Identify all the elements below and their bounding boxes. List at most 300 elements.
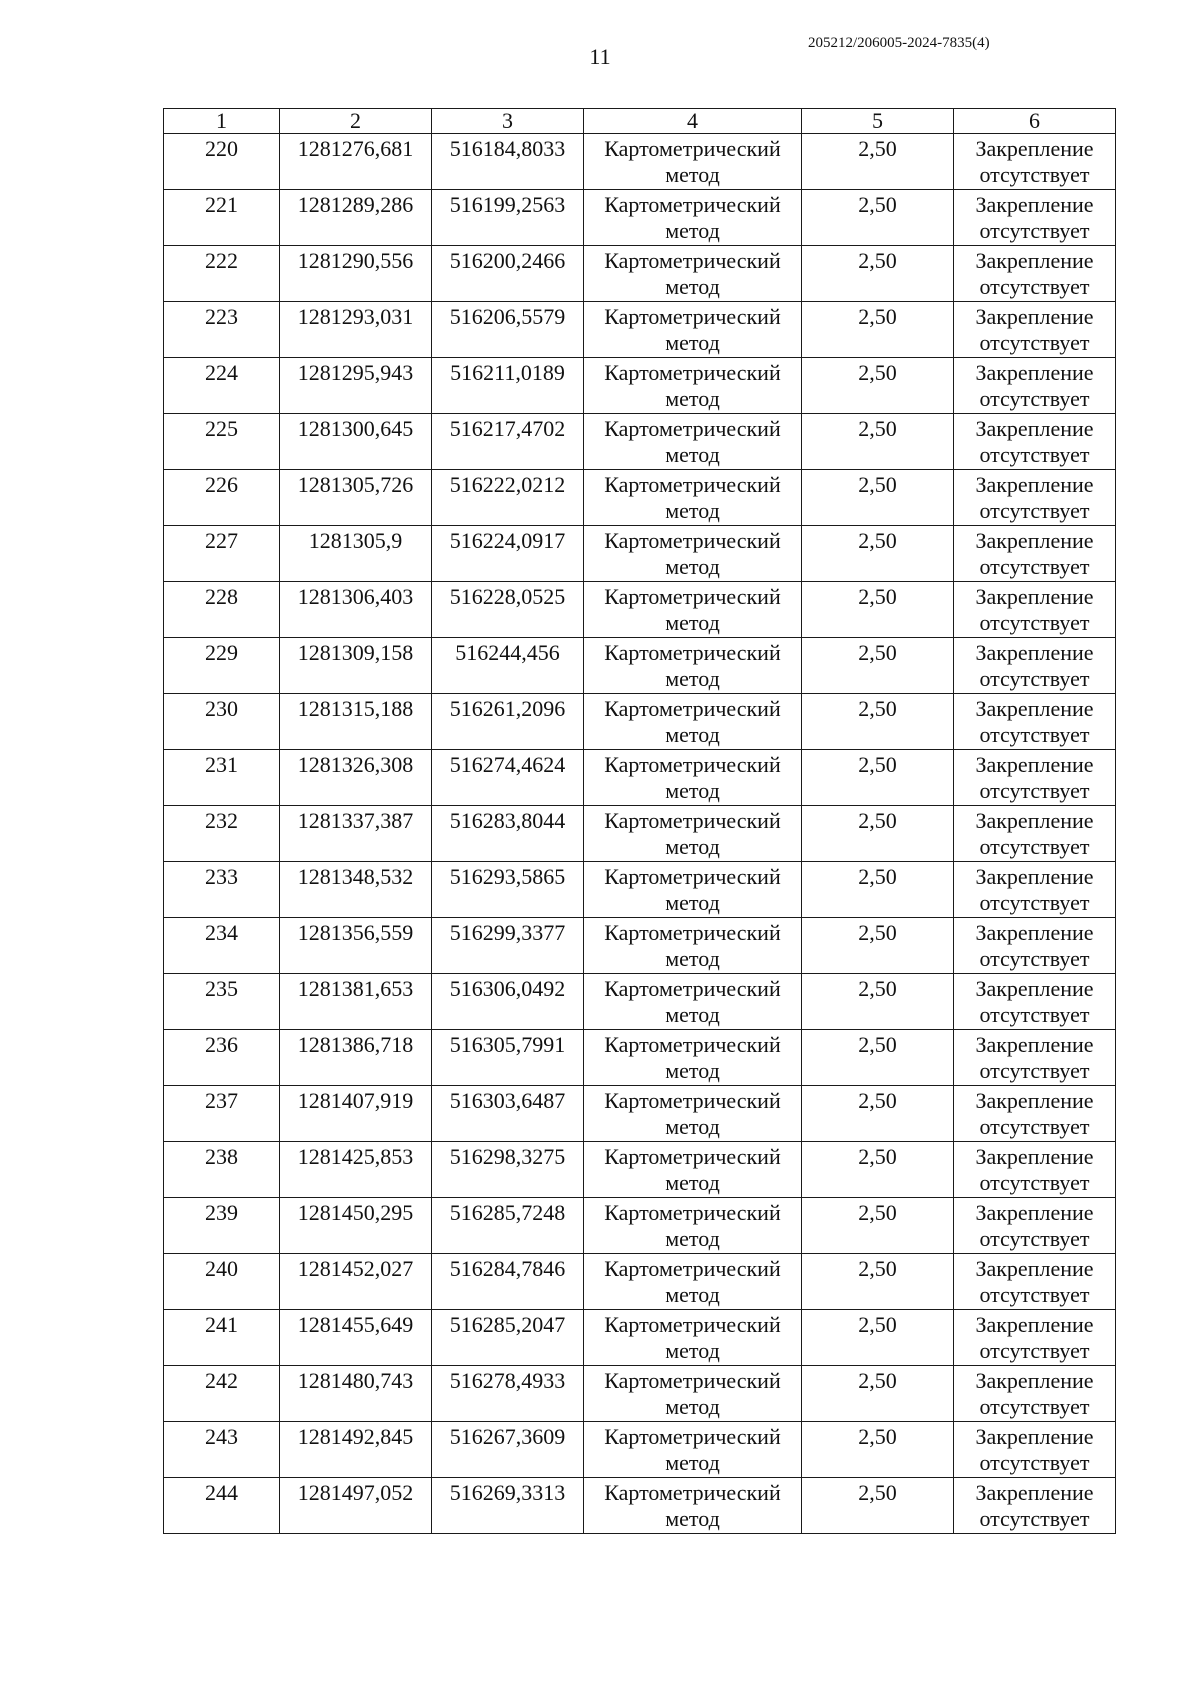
table-row <box>164 358 1116 414</box>
x-coordinate-cell <box>280 974 432 1030</box>
x-coordinate-cell-text: 1281348,532 <box>297 864 414 889</box>
method-cell-text: Картометрический метод <box>604 1480 781 1531</box>
table-row <box>164 918 1116 974</box>
fixing-cell <box>954 582 1116 638</box>
method-cell <box>584 1366 802 1422</box>
x-coordinate-cell <box>280 1422 432 1478</box>
x-coordinate-cell-text: 1281306,403 <box>297 584 414 609</box>
method-cell <box>584 1086 802 1142</box>
y-coordinate-cell <box>432 918 584 974</box>
y-coordinate-cell-text: 516217,4702 <box>449 416 566 441</box>
point-number-cell <box>164 974 280 1030</box>
y-coordinate-cell <box>432 582 584 638</box>
fixing-cell-text: Закрепление отсутствует <box>975 192 1094 243</box>
method-cell-text: Картометрический метод <box>604 1088 781 1139</box>
table-row <box>164 806 1116 862</box>
accuracy-cell <box>802 1142 954 1198</box>
accuracy-cell <box>802 1198 954 1254</box>
fixing-cell <box>954 694 1116 750</box>
fixing-cell <box>954 1422 1116 1478</box>
y-coordinate-cell-text: 516278,4933 <box>449 1368 566 1393</box>
method-cell-text: Картометрический метод <box>604 1368 781 1419</box>
table-row <box>164 1254 1116 1310</box>
fixing-cell <box>954 1030 1116 1086</box>
accuracy-cell <box>802 974 954 1030</box>
x-coordinate-cell-text: 1281381,653 <box>297 976 414 1001</box>
page-number: 11 <box>589 44 611 69</box>
y-coordinate-cell-text: 516222,0212 <box>449 472 566 497</box>
x-coordinate-cell <box>280 1310 432 1366</box>
method-cell-text: Картометрический метод <box>604 1312 781 1363</box>
fixing-cell <box>954 1086 1116 1142</box>
fixing-cell <box>954 302 1116 358</box>
y-coordinate-cell <box>432 1086 584 1142</box>
table-row <box>164 1478 1116 1534</box>
x-coordinate-cell <box>280 414 432 470</box>
y-coordinate-cell <box>432 1030 584 1086</box>
method-cell-text: Картометрический метод <box>604 1032 781 1083</box>
fixing-cell <box>954 1366 1116 1422</box>
point-number-cell <box>164 1422 280 1478</box>
x-coordinate-cell-text: 1281480,743 <box>297 1368 414 1393</box>
accuracy-cell-text: 2,50 <box>858 752 897 777</box>
fixing-cell-text: Закрепление отсутствует <box>975 528 1094 579</box>
fixing-cell <box>954 134 1116 190</box>
method-cell <box>584 414 802 470</box>
fixing-cell <box>954 470 1116 526</box>
method-cell-text: Картометрический метод <box>604 1256 781 1307</box>
x-coordinate-cell <box>280 470 432 526</box>
table-row <box>164 1086 1116 1142</box>
accuracy-cell-text: 2,50 <box>858 1200 897 1225</box>
accuracy-cell-text: 2,50 <box>858 696 897 721</box>
method-cell <box>584 358 802 414</box>
x-coordinate-cell-text: 1281289,286 <box>297 192 414 217</box>
accuracy-cell-text: 2,50 <box>858 920 897 945</box>
x-coordinate-cell <box>280 526 432 582</box>
fixing-cell-text: Закрепление отсутствует <box>975 1200 1094 1251</box>
point-number-cell-text: 229 <box>205 640 238 665</box>
column-header: 4 <box>584 109 802 134</box>
x-coordinate-cell-text: 1281452,027 <box>297 1256 414 1281</box>
x-coordinate-cell <box>280 862 432 918</box>
point-number-cell <box>164 806 280 862</box>
point-number-cell-text: 224 <box>205 360 238 385</box>
x-coordinate-cell <box>280 246 432 302</box>
fixing-cell-text: Закрепление отсутствует <box>975 1088 1094 1139</box>
accuracy-cell-text: 2,50 <box>858 528 897 553</box>
method-cell-text: Картометрический метод <box>604 752 781 803</box>
accuracy-cell-text: 2,50 <box>858 1368 897 1393</box>
y-coordinate-cell <box>432 1478 584 1534</box>
x-coordinate-cell <box>280 302 432 358</box>
y-coordinate-cell-text: 516283,8044 <box>449 808 566 833</box>
y-coordinate-cell <box>432 694 584 750</box>
method-cell <box>584 1422 802 1478</box>
y-coordinate-cell <box>432 1310 584 1366</box>
accuracy-cell-text: 2,50 <box>858 360 897 385</box>
accuracy-cell <box>802 1422 954 1478</box>
y-coordinate-cell-text: 516274,4624 <box>449 752 566 777</box>
accuracy-cell-text: 2,50 <box>858 248 897 273</box>
x-coordinate-cell-text: 1281295,943 <box>297 360 414 385</box>
point-number-cell-text: 222 <box>205 248 238 273</box>
method-cell <box>584 638 802 694</box>
x-coordinate-cell <box>280 918 432 974</box>
point-number-cell-text: 234 <box>205 920 238 945</box>
point-number-cell-text: 221 <box>205 192 238 217</box>
method-cell <box>584 974 802 1030</box>
fixing-cell-text: Закрепление отсутствует <box>975 304 1094 355</box>
x-coordinate-cell-text: 1281407,919 <box>297 1088 414 1113</box>
y-coordinate-cell-text: 516303,6487 <box>449 1088 566 1113</box>
fixing-cell-text: Закрепление отсутствует <box>975 752 1094 803</box>
x-coordinate-cell <box>280 1142 432 1198</box>
y-coordinate-cell <box>432 862 584 918</box>
fixing-cell <box>954 974 1116 1030</box>
method-cell-text: Картометрический метод <box>604 472 781 523</box>
accuracy-cell <box>802 246 954 302</box>
y-coordinate-cell <box>432 974 584 1030</box>
x-coordinate-cell-text: 1281356,559 <box>297 920 414 945</box>
accuracy-cell-text: 2,50 <box>858 1312 897 1337</box>
y-coordinate-cell <box>432 1254 584 1310</box>
point-number-cell <box>164 1478 280 1534</box>
point-number-cell <box>164 190 280 246</box>
point-number-cell-text: 232 <box>205 808 238 833</box>
accuracy-cell <box>802 862 954 918</box>
x-coordinate-cell-text: 1281326,308 <box>297 752 414 777</box>
y-coordinate-cell-text: 516285,2047 <box>449 1312 566 1337</box>
accuracy-cell <box>802 302 954 358</box>
point-number-cell-text: 235 <box>205 976 238 1001</box>
method-cell-text: Картометрический метод <box>604 192 781 243</box>
fixing-cell-text: Закрепление отсутствует <box>975 640 1094 691</box>
accuracy-cell-text: 2,50 <box>858 1144 897 1169</box>
x-coordinate-cell <box>280 190 432 246</box>
y-coordinate-cell-text: 516269,3313 <box>449 1480 566 1505</box>
method-cell <box>584 470 802 526</box>
method-cell-text: Картометрический метод <box>604 1424 781 1475</box>
x-coordinate-cell-text: 1281290,556 <box>297 248 414 273</box>
table-row <box>164 302 1116 358</box>
accuracy-cell <box>802 1254 954 1310</box>
method-cell <box>584 302 802 358</box>
y-coordinate-cell <box>432 806 584 862</box>
accuracy-cell-text: 2,50 <box>858 1256 897 1281</box>
table-row <box>164 470 1116 526</box>
table-row <box>164 190 1116 246</box>
point-number-cell <box>164 1198 280 1254</box>
fixing-cell-text: Закрепление отсутствует <box>975 1256 1094 1307</box>
point-number-cell <box>164 862 280 918</box>
method-cell-text: Картометрический метод <box>604 528 781 579</box>
y-coordinate-cell-text: 516299,3377 <box>449 920 566 945</box>
fixing-cell <box>954 246 1116 302</box>
x-coordinate-cell-text: 1281293,031 <box>297 304 414 329</box>
table-row <box>164 694 1116 750</box>
point-number-cell-text: 226 <box>205 472 238 497</box>
fixing-cell-text: Закрепление отсутствует <box>975 416 1094 467</box>
table-row <box>164 1030 1116 1086</box>
table-row <box>164 246 1116 302</box>
x-coordinate-cell <box>280 1366 432 1422</box>
y-coordinate-cell-text: 516306,0492 <box>449 976 566 1001</box>
x-coordinate-cell-text: 1281450,295 <box>297 1200 414 1225</box>
y-coordinate-cell-text: 516211,0189 <box>450 360 565 385</box>
y-coordinate-cell <box>432 302 584 358</box>
accuracy-cell-text: 2,50 <box>858 192 897 217</box>
table-row <box>164 974 1116 1030</box>
x-coordinate-cell <box>280 806 432 862</box>
accuracy-cell-text: 2,50 <box>858 1032 897 1057</box>
y-coordinate-cell-text: 516206,5579 <box>449 304 566 329</box>
accuracy-cell <box>802 1030 954 1086</box>
y-coordinate-cell <box>432 358 584 414</box>
y-coordinate-cell <box>432 134 584 190</box>
method-cell-text: Картометрический метод <box>604 920 781 971</box>
fixing-cell-text: Закрепление отсутствует <box>975 864 1094 915</box>
y-coordinate-cell <box>432 1142 584 1198</box>
accuracy-cell <box>802 134 954 190</box>
point-number-cell <box>164 246 280 302</box>
x-coordinate-cell <box>280 694 432 750</box>
accuracy-cell <box>802 526 954 582</box>
accuracy-cell-text: 2,50 <box>858 304 897 329</box>
x-coordinate-cell <box>280 1478 432 1534</box>
point-number-cell-text: 220 <box>205 136 238 161</box>
y-coordinate-cell-text: 516224,0917 <box>449 528 566 553</box>
method-cell <box>584 582 802 638</box>
y-coordinate-cell-text: 516200,2466 <box>449 248 566 273</box>
x-coordinate-cell <box>280 1254 432 1310</box>
method-cell <box>584 862 802 918</box>
table-row <box>164 1366 1116 1422</box>
method-cell <box>584 1030 802 1086</box>
point-number-cell <box>164 1310 280 1366</box>
fixing-cell-text: Закрепление отсутствует <box>975 472 1094 523</box>
accuracy-cell-text: 2,50 <box>858 640 897 665</box>
accuracy-cell-text: 2,50 <box>858 864 897 889</box>
method-cell-text: Картометрический метод <box>604 584 781 635</box>
method-cell-text: Картометрический метод <box>604 808 781 859</box>
method-cell <box>584 1310 802 1366</box>
point-number-cell-text: 243 <box>205 1424 238 1449</box>
fixing-cell-text: Закрепление отсутствует <box>975 1480 1094 1531</box>
table-row <box>164 750 1116 806</box>
y-coordinate-cell-text: 516293,5865 <box>449 864 566 889</box>
accuracy-cell <box>802 918 954 974</box>
fixing-cell-text: Закрепление отсутствует <box>975 1368 1094 1419</box>
accuracy-cell-text: 2,50 <box>858 584 897 609</box>
point-number-cell-text: 237 <box>205 1088 238 1113</box>
method-cell-text: Картометрический метод <box>604 416 781 467</box>
method-cell-text: Картометрический метод <box>604 864 781 915</box>
fixing-cell-text: Закрепление отсутствует <box>975 1424 1094 1475</box>
y-coordinate-cell-text: 516284,7846 <box>449 1256 566 1281</box>
fixing-cell-text: Закрепление отсутствует <box>975 136 1094 187</box>
accuracy-cell-text: 2,50 <box>858 472 897 497</box>
table-row <box>164 414 1116 470</box>
y-coordinate-cell-text: 516199,2563 <box>449 192 566 217</box>
accuracy-cell <box>802 414 954 470</box>
method-cell-text: Картометрический метод <box>604 1144 781 1195</box>
method-cell-text: Картометрический метод <box>604 1200 781 1251</box>
column-header: 5 <box>802 109 954 134</box>
method-cell <box>584 806 802 862</box>
accuracy-cell <box>802 470 954 526</box>
point-number-cell-text: 225 <box>205 416 238 441</box>
table-row <box>164 1422 1116 1478</box>
point-number-cell <box>164 918 280 974</box>
accuracy-cell-text: 2,50 <box>858 808 897 833</box>
column-header: 1 <box>164 109 280 134</box>
point-number-cell <box>164 414 280 470</box>
point-number-cell-text: 236 <box>205 1032 238 1057</box>
point-number-cell <box>164 358 280 414</box>
point-number-cell <box>164 638 280 694</box>
accuracy-cell <box>802 190 954 246</box>
method-cell <box>584 694 802 750</box>
accuracy-cell <box>802 638 954 694</box>
point-number-cell <box>164 302 280 358</box>
y-coordinate-cell <box>432 470 584 526</box>
table-row <box>164 1198 1116 1254</box>
point-number-cell-text: 231 <box>205 752 238 777</box>
fixing-cell-text: Закрепление отсутствует <box>975 808 1094 859</box>
column-header: 3 <box>432 109 584 134</box>
accuracy-cell <box>802 1478 954 1534</box>
x-coordinate-cell-text: 1281337,387 <box>297 808 414 833</box>
fixing-cell <box>954 638 1116 694</box>
fixing-cell <box>954 190 1116 246</box>
x-coordinate-cell-text: 1281386,718 <box>297 1032 414 1057</box>
point-number-cell <box>164 1030 280 1086</box>
method-cell <box>584 134 802 190</box>
method-cell-text: Картометрический метод <box>604 136 781 187</box>
accuracy-cell <box>802 1366 954 1422</box>
fixing-cell <box>954 1478 1116 1534</box>
accuracy-cell-text: 2,50 <box>858 1088 897 1113</box>
column-header: 6 <box>954 109 1116 134</box>
table-row <box>164 862 1116 918</box>
point-number-cell <box>164 694 280 750</box>
point-number-cell-text: 228 <box>205 584 238 609</box>
x-coordinate-cell <box>280 638 432 694</box>
x-coordinate-cell-text: 1281305,9 <box>308 528 403 553</box>
fixing-cell-text: Закрепление отсутствует <box>975 1144 1094 1195</box>
method-cell <box>584 918 802 974</box>
point-number-cell-text: 238 <box>205 1144 238 1169</box>
y-coordinate-cell-text: 516244,456 <box>455 640 560 665</box>
y-coordinate-cell-text: 516228,0525 <box>449 584 566 609</box>
point-number-cell <box>164 470 280 526</box>
x-coordinate-cell-text: 1281492,845 <box>297 1424 414 1449</box>
accuracy-cell-text: 2,50 <box>858 976 897 1001</box>
method-cell-text: Картометрический метод <box>604 304 781 355</box>
point-number-cell-text: 239 <box>205 1200 238 1225</box>
y-coordinate-cell <box>432 1198 584 1254</box>
method-cell <box>584 190 802 246</box>
y-coordinate-cell-text: 516267,3609 <box>449 1424 566 1449</box>
x-coordinate-cell <box>280 1086 432 1142</box>
accuracy-cell-text: 2,50 <box>858 416 897 441</box>
point-number-cell-text: 233 <box>205 864 238 889</box>
fixing-cell-text: Закрепление отсутствует <box>975 360 1094 411</box>
y-coordinate-cell <box>432 1366 584 1422</box>
table-row <box>164 638 1116 694</box>
accuracy-cell-text: 2,50 <box>858 136 897 161</box>
point-number-cell <box>164 1366 280 1422</box>
x-coordinate-cell <box>280 1030 432 1086</box>
fixing-cell <box>954 526 1116 582</box>
x-coordinate-cell-text: 1281455,649 <box>297 1312 414 1337</box>
point-number-cell <box>164 1142 280 1198</box>
method-cell <box>584 1142 802 1198</box>
fixing-cell-text: Закрепление отсутствует <box>975 1032 1094 1083</box>
method-cell-text: Картометрический метод <box>604 640 781 691</box>
point-number-cell-text: 223 <box>205 304 238 329</box>
fixing-cell-text: Закрепление отсутствует <box>975 248 1094 299</box>
accuracy-cell-text: 2,50 <box>858 1424 897 1449</box>
table-row <box>164 1310 1116 1366</box>
fixing-cell <box>954 806 1116 862</box>
document-code: 205212/206005-2024-7835(4) <box>808 35 990 51</box>
fixing-cell-text: Закрепление отсутствует <box>975 920 1094 971</box>
point-number-cell <box>164 134 280 190</box>
fixing-cell <box>954 414 1116 470</box>
y-coordinate-cell-text: 516298,3275 <box>449 1144 566 1169</box>
method-cell <box>584 750 802 806</box>
x-coordinate-cell <box>280 1198 432 1254</box>
y-coordinate-cell <box>432 190 584 246</box>
fixing-cell <box>954 358 1116 414</box>
y-coordinate-cell-text: 516305,7991 <box>449 1032 566 1057</box>
method-cell <box>584 1198 802 1254</box>
fixing-cell-text: Закрепление отсутствует <box>975 976 1094 1027</box>
point-number-cell-text: 242 <box>205 1368 238 1393</box>
method-cell <box>584 1478 802 1534</box>
method-cell-text: Картометрический метод <box>604 976 781 1027</box>
fixing-cell-text: Закрепление отсутствует <box>975 696 1094 747</box>
method-cell <box>584 1254 802 1310</box>
accuracy-cell <box>802 750 954 806</box>
method-cell-text: Картометрический метод <box>604 696 781 747</box>
point-number-cell <box>164 1254 280 1310</box>
fixing-cell-text: Закрепление отсутствует <box>975 1312 1094 1363</box>
fixing-cell <box>954 1254 1116 1310</box>
y-coordinate-cell <box>432 246 584 302</box>
method-cell <box>584 246 802 302</box>
fixing-cell-text: Закрепление отсутствует <box>975 584 1094 635</box>
fixing-cell <box>954 1198 1116 1254</box>
point-number-cell <box>164 1086 280 1142</box>
method-cell-text: Картометрический метод <box>604 248 781 299</box>
y-coordinate-cell <box>432 638 584 694</box>
fixing-cell <box>954 918 1116 974</box>
y-coordinate-cell-text: 516285,7248 <box>449 1200 566 1225</box>
y-coordinate-cell-text: 516261,2096 <box>449 696 566 721</box>
fixing-cell <box>954 1310 1116 1366</box>
accuracy-cell-text: 2,50 <box>858 1480 897 1505</box>
x-coordinate-cell-text: 1281315,188 <box>297 696 414 721</box>
point-number-cell-text: 230 <box>205 696 238 721</box>
y-coordinate-cell-text: 516184,8033 <box>449 136 566 161</box>
point-number-cell <box>164 582 280 638</box>
accuracy-cell <box>802 694 954 750</box>
fixing-cell <box>954 862 1116 918</box>
x-coordinate-cell <box>280 358 432 414</box>
